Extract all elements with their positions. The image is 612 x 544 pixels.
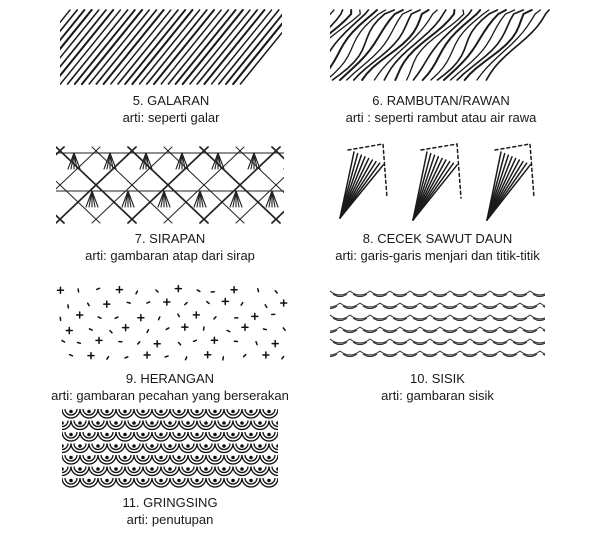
rambutan-stroke-group [330, 10, 549, 80]
sirapan-roof-lattice [56, 143, 284, 225]
herangan-dash [185, 303, 187, 305]
gringsing-group [62, 409, 278, 487]
galaran-diagonal-lines [60, 8, 282, 86]
gringsing-dot [249, 433, 253, 437]
herangan-dash [98, 317, 101, 318]
gringsing-dot [267, 456, 271, 460]
gringsing-dot [69, 410, 73, 414]
gringsing-dot [231, 433, 235, 437]
herangan-dash [178, 314, 180, 317]
gringsing-dot [87, 433, 91, 437]
gringsing-dot [114, 467, 118, 471]
herangan-dash [263, 329, 266, 330]
gringsing-dot [177, 479, 181, 483]
gringsing-dot [249, 479, 253, 483]
herangan-dash [70, 355, 73, 356]
gringsing-dot [78, 444, 82, 448]
gringsing-scale-dots [62, 405, 278, 490]
gringsing-dot [177, 433, 181, 437]
caption-sisik [320, 370, 555, 404]
gringsing-dot [141, 433, 145, 437]
gringsing-dot [132, 444, 136, 448]
gringsing-dot [258, 444, 262, 448]
gringsing-dot [69, 479, 73, 483]
herangan-dash [147, 330, 148, 333]
herangan-dash [68, 305, 69, 308]
gringsing-dot [159, 410, 163, 414]
sisik-arc-outer [530, 315, 545, 319]
gringsing-dot [231, 456, 235, 460]
gringsing-dot [276, 467, 278, 471]
gringsing-dot [249, 410, 253, 414]
galaran-stroke [240, 10, 282, 84]
herangan-dash [62, 341, 65, 342]
gringsing-dot [240, 444, 244, 448]
gringsing-dot [267, 410, 271, 414]
gringsing-dot [87, 410, 91, 414]
herangan-dash [283, 328, 285, 330]
sisik-scale-arcs [330, 283, 545, 358]
gringsing-dot [87, 456, 91, 460]
pattern-title: 5. GALARAN [132, 93, 210, 108]
sirapan-diagonal [272, 147, 284, 223]
gringsing-dot [78, 421, 82, 425]
gringsing-dot [195, 433, 199, 437]
gringsing-dot [186, 421, 190, 425]
gringsing-dot [150, 444, 154, 448]
gringsing-dot [159, 479, 163, 483]
herangan-dash [89, 329, 92, 330]
gringsing-dot [114, 421, 118, 425]
gringsing-dot [96, 444, 100, 448]
herangan-dash [115, 317, 118, 318]
gringsing-dot [258, 421, 262, 425]
herangan-dash [179, 343, 181, 345]
pattern-title: 9. HERANGAN [125, 371, 215, 386]
gringsing-dot [213, 433, 217, 437]
herangan-dash [223, 357, 224, 360]
herangan-dash [258, 289, 259, 292]
galaran-stroke-group [60, 10, 282, 84]
gringsing-dot [132, 467, 136, 471]
sirapan-diagonal [56, 147, 100, 223]
sirapan-diagonal [236, 147, 284, 223]
herangan-dash [97, 288, 100, 289]
herangan-dash [197, 290, 200, 292]
gringsing-dot [186, 467, 190, 471]
sisik-arc-outer [330, 303, 340, 307]
gringsing-dot [105, 456, 109, 460]
pattern-meaning: arti : seperti rambut atau air rawa [345, 110, 537, 125]
sirapan-diagonal [272, 147, 284, 223]
gringsing-dot [177, 410, 181, 414]
caption-galaran [60, 92, 282, 126]
sisik-group [330, 291, 545, 357]
sirapan-lattice-group [56, 147, 284, 223]
pattern-meaning: arti: gambaran sisik [381, 388, 494, 403]
herangan-dash [214, 317, 216, 319]
herangan-dash [244, 355, 246, 357]
sisik-arc-outer [530, 339, 545, 343]
gringsing-dot [105, 479, 109, 483]
caption-rambutan [305, 92, 577, 126]
gringsing-dot [150, 421, 154, 425]
rambutan-stroke [330, 10, 343, 80]
gringsing-dot [123, 410, 127, 414]
herangan-dash [107, 357, 109, 360]
herangan-dash [166, 328, 169, 330]
pattern-title: 8. CECEK SAWUT DAUN [362, 231, 513, 246]
herangan-dash [136, 291, 137, 294]
herangan-dash [88, 303, 90, 306]
caption-gringsing [62, 494, 278, 528]
galaran-stroke [60, 10, 99, 84]
sirapan-diagonal [56, 147, 100, 223]
gringsing-dot [62, 444, 64, 448]
herangan-dash [207, 302, 209, 304]
pattern-title: 10. SISIK [410, 371, 465, 386]
pattern-meaning: arti: seperti galar [122, 110, 220, 125]
gringsing-dot [168, 444, 172, 448]
gringsing-dot [150, 467, 154, 471]
gringsing-dot [123, 456, 127, 460]
sisik-arc-outer [330, 351, 340, 355]
herangan-dash [275, 291, 277, 293]
caption-sirapan [40, 230, 300, 264]
pattern-meaning: arti: garis-garis menjari dan titik-titik [335, 248, 540, 263]
gringsing-dot [231, 479, 235, 483]
gringsing-dot [204, 467, 208, 471]
gringsing-dot [105, 433, 109, 437]
gringsing-dot [213, 456, 217, 460]
gringsing-dot [96, 467, 100, 471]
gringsing-dot [62, 421, 64, 425]
gringsing-dot [141, 479, 145, 483]
gringsing-dot [267, 433, 271, 437]
pattern-title: 7. SIRAPAN [134, 231, 206, 246]
gringsing-dot [141, 410, 145, 414]
rambutan-wavy-lines [330, 8, 552, 86]
gringsing-dot [204, 421, 208, 425]
herangan-dash [159, 317, 160, 320]
herangan-dash [127, 302, 130, 303]
cecek-group [340, 144, 534, 220]
gringsing-dot [258, 467, 262, 471]
herangan-dash [138, 342, 140, 344]
herangan-dash [185, 357, 186, 360]
caption-cecek [300, 230, 575, 264]
herangan-dash [78, 289, 79, 292]
galaran-stroke [60, 10, 84, 84]
gringsing-dot [231, 410, 235, 414]
sirapan-diagonal [236, 147, 284, 223]
pattern-meaning: arti: penutupan [126, 512, 214, 527]
caption-herangan [30, 370, 310, 404]
gringsing-dot [96, 421, 100, 425]
gringsing-dot [267, 479, 271, 483]
rambutan-stroke [457, 10, 523, 80]
gringsing-dot [222, 467, 226, 471]
cecek-fan-lines [325, 140, 550, 225]
gringsing-dot [240, 467, 244, 471]
pattern-title: 6. RAMBUTAN/RAWAN [372, 93, 510, 108]
gringsing-dot [168, 467, 172, 471]
gringsing-dot [240, 421, 244, 425]
herangan-dash [110, 331, 112, 333]
herangan-dash [282, 357, 284, 359]
herangan-scattered-marks [50, 280, 295, 365]
gringsing-dot [87, 479, 91, 483]
gringsing-dot [186, 444, 190, 448]
sisik-arc-outer [530, 291, 545, 295]
gringsing-dot [204, 444, 208, 448]
gringsing-dot [222, 444, 226, 448]
herangan-dash [78, 342, 81, 343]
gringsing-dot [78, 467, 82, 471]
herangan-dash [165, 356, 168, 357]
herangan-dash [125, 357, 128, 358]
gringsing-dot [177, 456, 181, 460]
gringsing-dot [62, 467, 64, 471]
gringsing-dot [159, 456, 163, 460]
herangan-dash [241, 303, 243, 306]
gringsing-dot [195, 456, 199, 460]
pattern-title: 11. GRINGSING [122, 495, 218, 510]
sisik-arc-outer [330, 327, 340, 331]
herangan-dash [147, 302, 150, 303]
gringsing-dot [141, 456, 145, 460]
gringsing-dot [222, 421, 226, 425]
gringsing-dot [69, 433, 73, 437]
gringsing-dot [276, 444, 278, 448]
gringsing-dot [123, 433, 127, 437]
gringsing-dot [195, 479, 199, 483]
herangan-group [57, 286, 286, 360]
gringsing-dot [114, 444, 118, 448]
herangan-dash [265, 305, 267, 308]
gringsing-dot [213, 479, 217, 483]
herangan-dash [194, 340, 197, 341]
gringsing-dot [195, 410, 199, 414]
gringsing-dot [213, 410, 217, 414]
herangan-dash [256, 342, 257, 345]
pattern-meaning: arti: gambaran pecahan yang berserakan [51, 388, 289, 403]
gringsing-dot [123, 479, 127, 483]
gringsing-dot [276, 421, 278, 425]
herangan-dash [156, 290, 158, 292]
gringsing-dot [168, 421, 172, 425]
gringsing-dot [69, 456, 73, 460]
gringsing-dot [249, 456, 253, 460]
gringsing-dot [132, 421, 136, 425]
gringsing-dot [159, 433, 163, 437]
herangan-dash [227, 330, 230, 331]
gringsing-dot [105, 410, 109, 414]
pattern-meaning: arti: gambaran atap dari sirap [85, 248, 255, 263]
